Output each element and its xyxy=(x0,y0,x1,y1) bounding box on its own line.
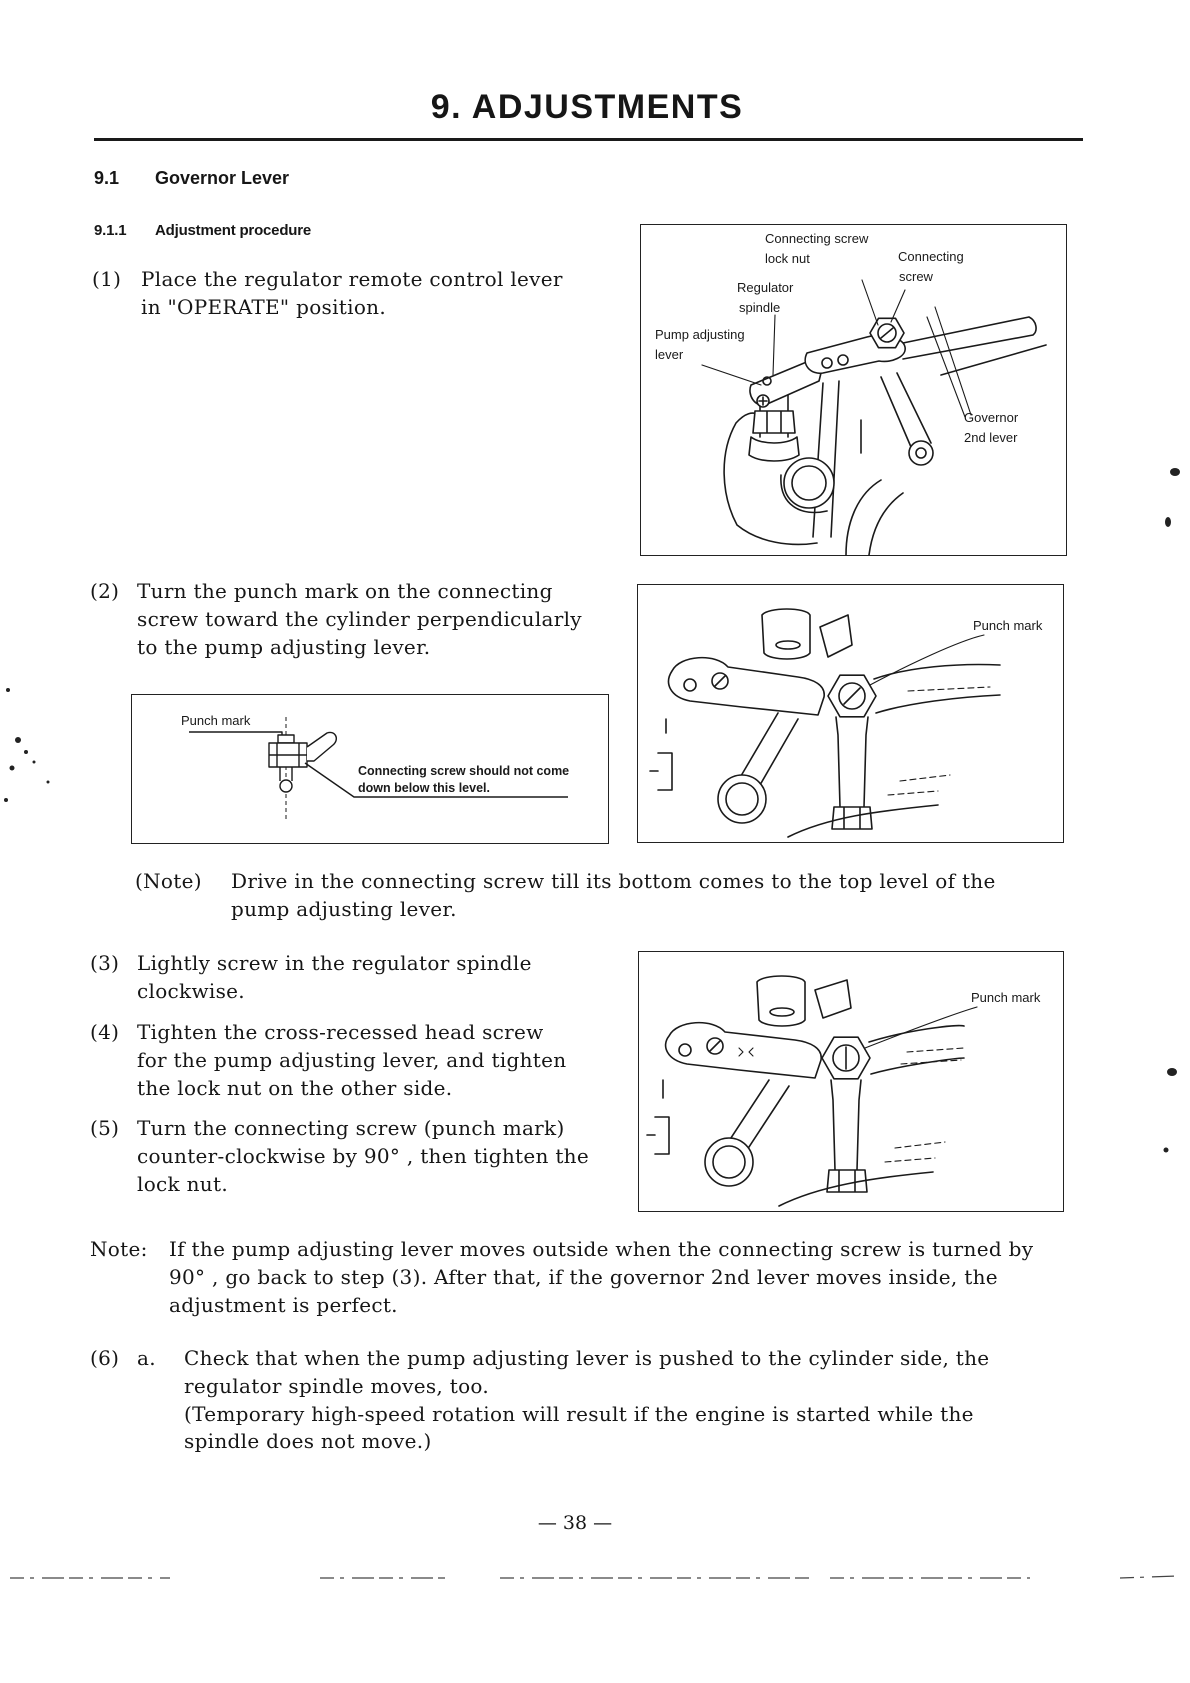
step-6-item: a. xyxy=(137,1346,156,1370)
label-governor-2nd-lever: 2nd lever xyxy=(964,430,1018,445)
step-3-line: clockwise. xyxy=(137,978,245,1003)
top-bracket xyxy=(820,615,852,657)
step-4-line: Tighten the cross-recessed head screw xyxy=(137,1020,544,1044)
spindle-sleeve xyxy=(831,1080,861,1170)
scan-edge-line xyxy=(10,1576,1178,1578)
scan-speck xyxy=(15,737,21,743)
label-connecting-screw-lock-nut: Connecting screw xyxy=(765,231,869,246)
note-drive-text xyxy=(231,868,996,924)
right-arm-dashes xyxy=(885,1048,964,1162)
page-title: 9. ADJUSTMENTS xyxy=(430,88,744,126)
step-6-line: (Temporary high-speed rotation will result if the engine is started while the xyxy=(184,1401,974,1426)
step-5-text xyxy=(137,1115,589,1198)
note-drive-label: (Note) xyxy=(135,869,202,893)
governor-2nd-lever-rod xyxy=(881,373,931,447)
lever-body xyxy=(269,743,307,767)
scan-speck xyxy=(6,688,10,692)
label-level-caption: Connecting screw should not come xyxy=(358,764,570,778)
note-drive-line: Drive in the connecting screw till its bottom comes to the top level of the xyxy=(231,869,996,893)
punch-mark-drawing-step-2 xyxy=(638,585,1065,844)
step-1-line: Place the regulator remote control lever xyxy=(141,267,563,291)
scan-speck xyxy=(10,766,15,771)
step-1-line: in "OPERATE" position. xyxy=(141,294,387,319)
step-6-line: spindle does not move.) xyxy=(184,1429,432,1454)
step-5-number: (5) xyxy=(90,1116,120,1140)
step-6-line: Check that when the pump adjusting lever is pushed to the cylinder side, the xyxy=(184,1346,990,1370)
note-drive-line: pump adjusting lever. xyxy=(231,896,457,921)
label-pump-adjusting-lever: lever xyxy=(655,347,684,362)
step-4-text xyxy=(137,1019,566,1102)
governor-lever-drawing xyxy=(641,225,1068,557)
punch-mark-leader xyxy=(865,1007,977,1048)
step-4-line: for the pump adjusting lever, and tighten xyxy=(137,1047,567,1072)
step-1-number: (1) xyxy=(92,267,122,291)
screw-head xyxy=(278,735,294,743)
step-2-line: screw toward the cylinder perpendicularly xyxy=(137,606,582,631)
punch-level-figure xyxy=(131,694,609,844)
label-pump-adjusting-lever: Pump adjusting xyxy=(655,327,745,342)
punch-mark-drawing-step-5 xyxy=(639,952,1065,1213)
note-check-line: 90° , go back to step (3). After that, if the governor 2nd lever moves inside, the xyxy=(169,1264,998,1289)
right-arm-dashes xyxy=(888,687,990,795)
bottom-hex-nut xyxy=(832,807,872,829)
section-number: 9.1 xyxy=(94,168,120,188)
step-3-line: Lightly screw in the regulator spindle xyxy=(137,951,532,975)
label-regulator-spindle: spindle xyxy=(739,300,781,315)
section-title: Governor Lever xyxy=(155,168,290,188)
pump-adjusting-lever xyxy=(669,658,825,715)
note-check-label: Note: xyxy=(90,1237,148,1261)
right-arms xyxy=(869,1026,964,1074)
scan-speck xyxy=(1164,1148,1169,1153)
top-bracket xyxy=(815,980,851,1018)
label-punch-mark: Punch mark xyxy=(973,618,1043,633)
step-2-line: to the pump adjusting lever. xyxy=(137,634,431,659)
step-4-line: the lock nut on the other side. xyxy=(137,1075,453,1100)
regulator-spindle-nut xyxy=(753,411,795,433)
scan-speck xyxy=(24,750,28,754)
punch-mark-leader xyxy=(870,635,984,685)
step-3-number: (3) xyxy=(90,951,120,975)
lever-wing xyxy=(307,732,336,761)
screw-tip xyxy=(280,780,292,792)
left-bracket xyxy=(650,719,672,790)
scan-speck xyxy=(4,798,8,802)
label-punch-mark: Punch mark xyxy=(181,713,251,728)
step-2-line: Turn the punch mark on the connecting xyxy=(137,579,553,603)
punch-level-drawing xyxy=(132,695,610,845)
regulator-spindle-base xyxy=(749,437,799,461)
punch-mark-leader xyxy=(189,732,282,737)
note-check-text xyxy=(169,1236,1033,1319)
scan-speck xyxy=(1167,1068,1177,1076)
spindle-sleeve xyxy=(836,717,868,807)
right-arms xyxy=(874,665,1000,713)
diagonal-rod xyxy=(738,713,798,785)
label-governor-2nd-lever: Governor xyxy=(964,410,1019,425)
page-number: — 38 — xyxy=(537,1512,613,1534)
step-4-number: (4) xyxy=(90,1020,120,1044)
title-rule xyxy=(94,138,1083,141)
scan-speck xyxy=(47,781,50,784)
governor-2nd-lever-knob xyxy=(909,441,933,465)
scan-speck xyxy=(1170,468,1180,476)
note-check-line: If the pump adjusting lever moves outside when the connecting screw is turned by xyxy=(169,1237,1034,1261)
governor-lever-figure xyxy=(640,224,1067,556)
pump-adjusting-lever xyxy=(666,1023,822,1078)
step-5-line: lock nut. xyxy=(137,1171,228,1196)
label-punch-mark: Punch mark xyxy=(971,990,1041,1005)
left-bracket xyxy=(647,1080,669,1154)
step-6-text xyxy=(184,1345,989,1456)
top-nut-block xyxy=(757,976,805,1026)
punch-mark-figure-step-2 xyxy=(637,584,1064,843)
step-5-line: Turn the connecting screw (punch mark) xyxy=(137,1116,565,1140)
note-check-line: adjustment is perfect. xyxy=(169,1292,398,1317)
scan-speck xyxy=(33,761,36,764)
step-1-text xyxy=(141,266,563,322)
step-2-number: (2) xyxy=(90,579,120,603)
subsection-title: Adjustment procedure xyxy=(155,222,312,239)
label-connecting-screw-lock-nut: lock nut xyxy=(765,251,810,266)
label-connecting-screw: screw xyxy=(899,269,933,284)
lower-curves xyxy=(846,420,903,555)
step-3-text xyxy=(137,950,532,1006)
top-nut-block xyxy=(762,609,810,659)
punch-mark-figure-step-5 xyxy=(638,951,1064,1212)
upper-arm xyxy=(903,317,1046,375)
label-level-caption: down below this level. xyxy=(358,781,490,795)
scan-speck xyxy=(1165,517,1171,527)
subsection-number: 9.1.1 xyxy=(94,222,127,239)
step-2-text xyxy=(137,578,582,661)
step-5-line: counter-clockwise by 90° , then tighten the xyxy=(137,1143,589,1168)
label-regulator-spindle: Regulator xyxy=(737,280,794,295)
step-6-number: (6) xyxy=(90,1346,120,1370)
label-connecting-screw: Connecting xyxy=(898,249,964,264)
step-6-line: regulator spindle moves, too. xyxy=(184,1373,490,1398)
